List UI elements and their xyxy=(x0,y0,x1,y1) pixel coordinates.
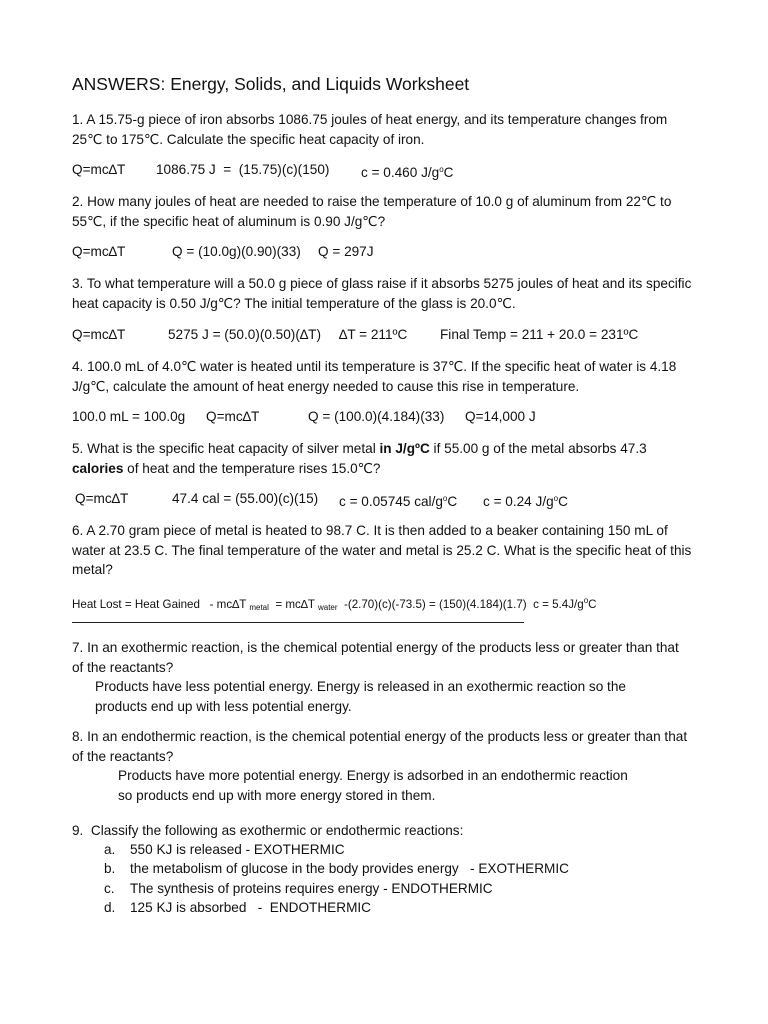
question-5-text: 5. What is the specific heat capacity of silver metal in J/gºC if 55.00 g of the metal absorbs 47.3 calories of heat and the temperature rises 15.0℃? xyxy=(72,441,647,476)
q3-equation: Q=mc∆T xyxy=(72,327,126,342)
question-6-text: 6. A 2.70 gram piece of metal is heated to 98.7 C. It is then added to a beaker containing 150 mL of water at 23.5 C. The final temperature of the water and metal is 25.2 C. What is the specific heat of this metal? xyxy=(72,523,692,577)
question-7-text: 7. In an exothermic reaction, is the chemical potential energy of the products less or greater than that of the reactants? xyxy=(72,640,679,675)
q5-result-joules: c = 0.24 $J/g^oC$ xyxy=(483,494,568,509)
list-item: b. the metabolism of glucose in the body provides energy - EXOTHERMIC xyxy=(104,861,569,877)
q1-result: c = 0.460 $J/g^oC$ xyxy=(361,165,454,180)
q3-work: 5275 J = (50.0)(0.50)(∆T) xyxy=(168,327,322,342)
question-2-answer-line xyxy=(72,242,374,262)
q5-work: 47.4 cal = (55.00)(c)(15) xyxy=(172,491,319,506)
question-1-text: 1. A 15.75-g piece of iron absorbs 1086.75 joules of heat energy, and its temperature changes from 25℃ to 175℃. Calculate the specific heat capacity of iron. xyxy=(72,112,668,147)
q2-work: Q = (10.0g)(0.90)(33) xyxy=(172,244,301,259)
question-1-answer-line xyxy=(72,160,454,180)
page-title: ANSWERS: Energy, Solids, and Liquids Worksheet xyxy=(72,74,470,94)
q1-equation: Q=mc∆T xyxy=(72,162,126,177)
section-divider xyxy=(72,622,524,623)
q4-equation: Q=mc∆T xyxy=(206,409,260,424)
question-9-text: 9. Classify the following as exothermic or endothermic reactions: xyxy=(72,823,464,838)
q5-unit-emphasis: in J/gºC xyxy=(379,441,430,456)
question-4-answer-line xyxy=(72,407,536,427)
q3-delta-t: ∆T = 211ºC xyxy=(339,327,408,342)
q4-conversion: 100.0 mL = 100.0g xyxy=(72,409,186,424)
question-2-text: 2. How many joules of heat are needed to raise the temperature of 10.0 g of aluminum from 22℃ to 55℃, if the specific heat of aluminum is 0.90 J/g℃? xyxy=(72,194,672,229)
question-6-answer-line: Heat Lost = Heat Gained - mc∆T $_{metal}$ = mc∆T $_{water}$ -(2.70)(c)(-73.5) = (150)(4.184)(1.7) $c = 5.4J/g^oC$ xyxy=(72,596,597,612)
q1-work: 1086.75 J = (15.75)(c)(150) xyxy=(156,162,330,177)
list-item: a. 550 KJ is released - EXOTHERMIC xyxy=(104,842,345,857)
question-3-text: 3. To what temperature will a 50.0 g piece of glass raise if it absorbs 5275 joules of heat and its specific heat capacity is 0.50 J/g℃? The initial temperature of the glass is 20.0℃. xyxy=(72,276,692,311)
question-7-answer: Products have less potential energy. Energy is released in an exothermic reaction so the products end up with less potential energy. xyxy=(95,679,626,714)
q2-result: Q = 297J xyxy=(318,244,374,259)
question-8-answer: Products have more potential energy. Energy is adsorbed in an endothermic reaction so products end up with more energy stored in them. xyxy=(118,768,628,803)
q5-equation: Q=mc∆T xyxy=(75,491,129,506)
list-item: c. The synthesis of proteins requires energy - ENDOTHERMIC xyxy=(104,880,493,896)
q2-equation: Q=mc∆T xyxy=(72,244,126,259)
question-3-answer-line xyxy=(72,325,639,345)
q4-work: Q = (100.0)(4.184)(33) xyxy=(308,409,445,424)
question-9-list xyxy=(104,840,569,917)
q5-calories-emphasis: calories xyxy=(72,460,124,476)
q3-final-temp: Final Temp = 211 + 20.0 = 231ºC xyxy=(440,327,639,342)
question-8-text: 8. In an endothermic reaction, is the chemical potential energy of the products less or greater than that of the reactants? xyxy=(72,729,688,764)
question-4-text: 4. 100.0 mL of 4.0℃ water is heated until its temperature is 37℃. If the specific heat of water is 4.18 J/g℃, calculate the amount of heat energy needed to cause this rise in temperature. xyxy=(72,359,677,394)
question-5-answer-line xyxy=(75,489,568,509)
q4-result: Q=14,000 J xyxy=(465,409,536,424)
q5-result-cal: c = 0.05745 cal/$g^oC$ xyxy=(339,494,458,509)
list-item: d. 125 KJ is absorbed - ENDOTHERMIC xyxy=(104,899,371,915)
